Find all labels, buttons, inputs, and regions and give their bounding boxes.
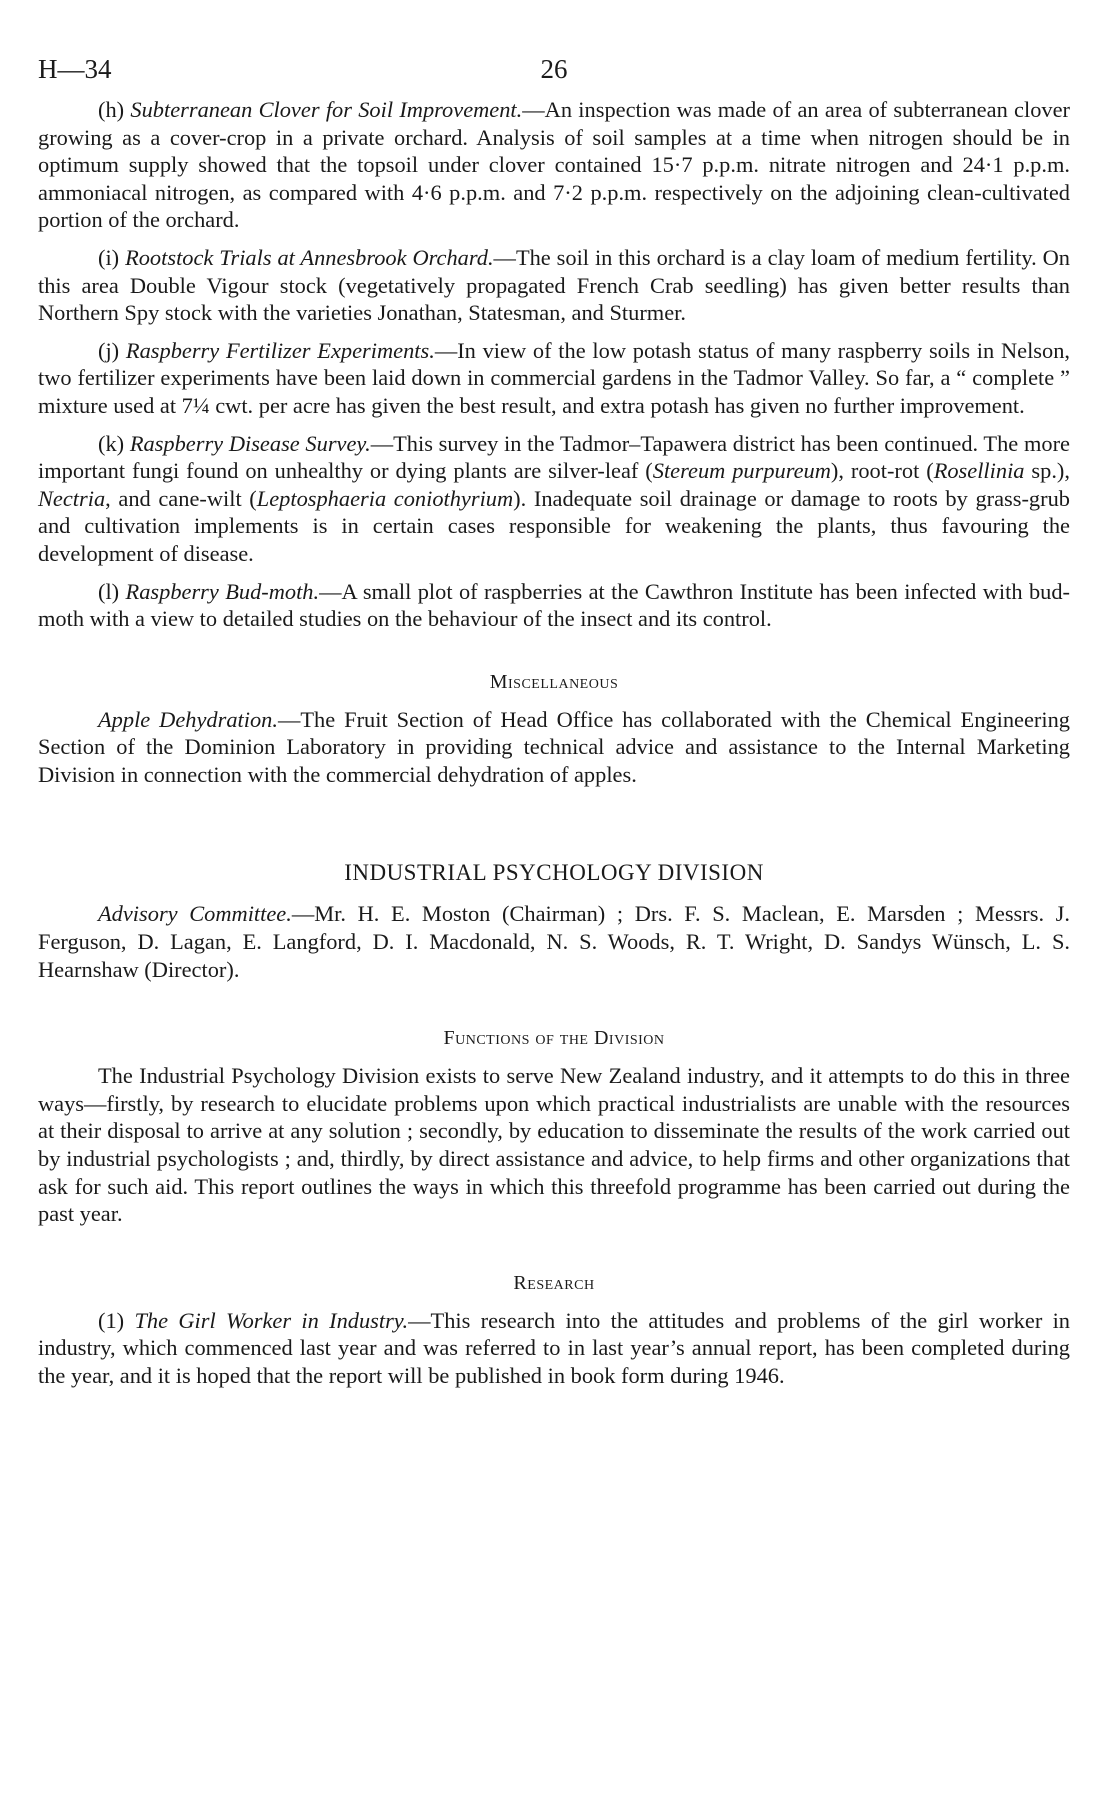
paragraph-title: Raspberry Bud-moth. — [125, 578, 320, 604]
paragraph-body: —This research into the attitudes and problems of the girl worker in industry, which commenced last year and was referred to in last year’s annual report, has been completed during the year, and it is hoped that the report will be published in book form during 1946. — [38, 1307, 1071, 1388]
section-heading-functions: Functions of the Division — [443, 1027, 665, 1050]
section-heading-miscellaneous: Miscellaneous — [489, 670, 619, 693]
paragraph-marker: (l) — [98, 578, 126, 604]
paragraph-marker: (1) — [98, 1307, 135, 1333]
paragraph-body: ), root-rot ( — [830, 458, 934, 484]
research-paragraph-1 — [38, 1307, 1070, 1390]
paragraph-body: , and cane-wilt ( — [105, 485, 257, 511]
report-reference: H—34 — [38, 54, 112, 84]
paragraph-body: —In view of the low potash status of many raspberry soils in Nelson, two fertilizer experiments have been laid down in commercial gardens in the Tadmor Valley. So far, a “ complete ” mixture used at 7¼ cwt. per acre has given the best result, and extra potash has given no further improvement. — [38, 337, 1071, 418]
species-name: Stereum purpureum — [652, 458, 831, 484]
paragraph-h — [38, 96, 1070, 234]
paragraph-body: —Mr. H. E. Moston (Chairman) ; Drs. F. S. Maclean, E. Marsden ; Messrs. J. Ferguson, D. Lagan, E. Langford, D. I. Macdonald, N. S. Woods, R. T. Wright, D. Sandys Wünsch, L. S. Hearnshaw (Director). — [38, 901, 1070, 982]
paragraph-marker: (j) — [98, 337, 126, 363]
paragraph-title: Advisory Committee. — [98, 901, 292, 927]
paragraph-body: ). Inadequate soil drainage or damage to roots by grass-grub and cultivation implements is in certain cases responsible for weakening the plants, thus favouring the development of disease. — [38, 485, 1070, 566]
species-name: Rosellinia — [933, 458, 1025, 484]
section-heading-research: Research — [513, 1271, 595, 1294]
paragraph-title: Apple Dehydration. — [98, 706, 278, 732]
document-page — [38, 54, 1070, 1390]
paragraph-marker: (i) — [98, 244, 126, 270]
species-name: Leptosphaeria coniothyrium — [256, 485, 514, 511]
paragraph-title: Raspberry Fertilizer Experiments. — [125, 337, 435, 363]
paragraph-i — [38, 244, 1070, 327]
paragraph-body: —The soil in this orchard is a clay loam of medium fertility. On this area Double Vigour stock (vegetatively propagated French Crab seedling) has given better results than Northern Spy stock with the varieties Jonathan, Statesman, and Sturmer. — [38, 244, 1070, 326]
paragraph-marker: (h) — [98, 97, 131, 122]
species-name: Nectria — [38, 485, 106, 511]
advisory-committee-paragraph — [38, 900, 1070, 983]
paragraph-apple-dehydration — [38, 706, 1070, 789]
paragraph-title: Subterranean Clover for Soil Improvement. — [130, 97, 523, 122]
paragraph-title: The Girl Worker in Industry. — [134, 1307, 409, 1333]
paragraph-k — [38, 430, 1070, 568]
functions-paragraph: The Industrial Psychology Division exists to serve New Zealand industry, and it attempts to do this in three ways—firstly, by research to elucidate problems upon which practical industrialists are unable with the resources at their disposal to arrive at any solution ; secondly, by education to disseminate the results of the work carried out by industrial psychologists ; and, thirdly, by direct assistance and advice, to help firms and other organizations that ask for such aid. This report outlines the ways in which this threefold programme has been carried out during the past year. — [38, 1063, 1070, 1227]
paragraph-body: —This survey in the Tadmor–Tapawera district has been continued. The more important fungi found on unhealthy or dying plants are silver-leaf ( — [38, 430, 1070, 484]
page-number: 26 — [540, 54, 568, 84]
page-header — [38, 54, 1070, 94]
paragraph-title: Raspberry Disease Survey. — [129, 430, 371, 456]
paragraph-body: —A small plot of raspberries at the Cawthron Institute has been infected with bud-moth with a view to detailed studies on the behaviour of the insect and its control. — [38, 578, 1071, 632]
division-heading: INDUSTRIAL PSYCHOLOGY DIVISION — [344, 860, 764, 886]
paragraph-marker: (k) — [98, 430, 130, 456]
paragraph-body: sp.), — [1024, 458, 1070, 484]
paragraph-l — [38, 578, 1070, 633]
paragraph-j — [38, 337, 1070, 420]
paragraph-body: —The Fruit Section of Head Office has collaborated with the Chemical Engineering Section of the Dominion Laboratory in providing technical advice and assistance to the Internal Marketing Division in connection with the commercial dehydration of apples. — [38, 706, 1070, 787]
paragraph-body: —An inspection was made of an area of subterranean clover growing as a cover-crop in a private orchard. Analysis of soil samples at a time when nitrogen should be in optimum supply showed that the topsoil under clover contained 15·7 p.p.m. nitrate nitrogen and 24·1 p.p.m. ammoniacal nitrogen, as compared with 4·6 p.p.m. and 7·2 p.p.m. respectively on the adjoining clean-cultivated portion of the orchard. — [38, 97, 1070, 233]
paragraph-title: Rootstock Trials at Annesbrook Orchard. — [125, 244, 494, 270]
